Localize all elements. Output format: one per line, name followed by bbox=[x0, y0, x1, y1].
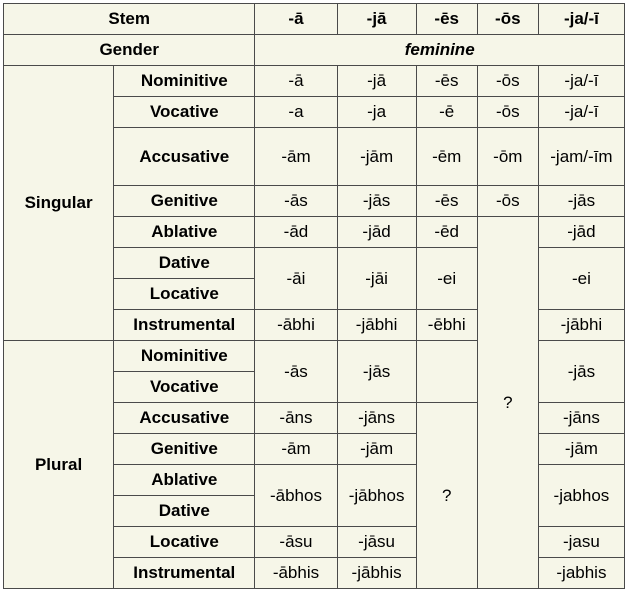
case-label: Nominitive bbox=[114, 341, 255, 372]
os-unknown-cell: ? bbox=[477, 217, 538, 589]
ending-cell: -a bbox=[255, 97, 337, 128]
case-label: Locative bbox=[114, 527, 255, 558]
ending-cell: -jās bbox=[337, 341, 416, 403]
case-label: Genitive bbox=[114, 434, 255, 465]
ending-cell: -jāns bbox=[538, 403, 624, 434]
case-label: Vocative bbox=[114, 372, 255, 403]
case-label: Nominitive bbox=[114, 66, 255, 97]
ending-cell: -jābhi bbox=[337, 310, 416, 341]
ending-cell: -āi bbox=[255, 248, 337, 310]
gender-value: feminine bbox=[255, 35, 625, 66]
ending-cell: -ei bbox=[416, 248, 477, 310]
stem-os: -ōs bbox=[477, 4, 538, 35]
ending-cell: -jasu bbox=[538, 527, 624, 558]
ending-cell: -ōm bbox=[477, 128, 538, 186]
ending-cell: -ā bbox=[255, 66, 337, 97]
ending-cell: -ē bbox=[416, 97, 477, 128]
case-label: Accusative bbox=[114, 128, 255, 186]
ending-cell: -jam/-īm bbox=[538, 128, 624, 186]
case-label: Genitive bbox=[114, 186, 255, 217]
table-row bbox=[4, 66, 625, 97]
stem-ja: -jā bbox=[337, 4, 416, 35]
ending-cell: -jās bbox=[538, 186, 624, 217]
ending-cell: -ās bbox=[255, 186, 337, 217]
ending-cell: -ām bbox=[255, 434, 337, 465]
ending-cell: -ēs bbox=[416, 66, 477, 97]
ending-cell: -ām bbox=[255, 128, 337, 186]
ending-cell: -ōs bbox=[477, 66, 538, 97]
ending-cell: -ābhi bbox=[255, 310, 337, 341]
ending-cell: -jāsu bbox=[337, 527, 416, 558]
ending-cell: -jām bbox=[337, 128, 416, 186]
singular-label: Singular bbox=[4, 66, 114, 341]
stem-ja-i: -ja/-ī bbox=[538, 4, 624, 35]
gender-label: Gender bbox=[4, 35, 255, 66]
ending-cell: -ās bbox=[255, 341, 337, 403]
stem-a: -ā bbox=[255, 4, 337, 35]
case-label: Dative bbox=[114, 496, 255, 527]
ending-cell: -ēbhi bbox=[416, 310, 477, 341]
ending-cell: -jād bbox=[337, 217, 416, 248]
ending-cell: -ābhos bbox=[255, 465, 337, 527]
ending-cell: -jāi bbox=[337, 248, 416, 310]
ending-cell: -āns bbox=[255, 403, 337, 434]
ending-cell: -jā bbox=[337, 66, 416, 97]
ending-cell: -ja/-ī bbox=[538, 97, 624, 128]
ending-cell: -jās bbox=[538, 341, 624, 403]
case-label: Ablative bbox=[114, 465, 255, 496]
ending-cell: -ja bbox=[337, 97, 416, 128]
ending-cell: -ābhis bbox=[255, 558, 337, 589]
case-label: Dative bbox=[114, 248, 255, 279]
ending-cell: -jabhos bbox=[538, 465, 624, 527]
ending-cell: -ja/-ī bbox=[538, 66, 624, 97]
stem-es: -ēs bbox=[416, 4, 477, 35]
case-label: Locative bbox=[114, 279, 255, 310]
stem-label: Stem bbox=[4, 4, 255, 35]
case-label: Ablative bbox=[114, 217, 255, 248]
ending-cell: -jabhis bbox=[538, 558, 624, 589]
ending-cell: -jās bbox=[337, 186, 416, 217]
case-label: Instrumental bbox=[114, 310, 255, 341]
gender-row bbox=[4, 35, 625, 66]
ending-cell: -jāns bbox=[337, 403, 416, 434]
ending-cell: -ei bbox=[538, 248, 624, 310]
ending-cell: -ēs bbox=[416, 186, 477, 217]
ending-cell: -jām bbox=[337, 434, 416, 465]
ending-cell: -āsu bbox=[255, 527, 337, 558]
ending-cell: -ōs bbox=[477, 186, 538, 217]
ending-cell: -jābhos bbox=[337, 465, 416, 527]
ending-cell: -ōs bbox=[477, 97, 538, 128]
case-label: Instrumental bbox=[114, 558, 255, 589]
ending-cell: -jād bbox=[538, 217, 624, 248]
case-label: Vocative bbox=[114, 97, 255, 128]
case-label: Accusative bbox=[114, 403, 255, 434]
ending-cell: -ād bbox=[255, 217, 337, 248]
es-unknown-cell: ? bbox=[416, 403, 477, 589]
ending-cell: -jām bbox=[538, 434, 624, 465]
ending-cell: -jābhi bbox=[538, 310, 624, 341]
declension-table bbox=[3, 3, 625, 589]
ending-cell: -ēd bbox=[416, 217, 477, 248]
es-blank-cell bbox=[416, 341, 477, 403]
plural-label: Plural bbox=[4, 341, 114, 589]
ending-cell: -ēm bbox=[416, 128, 477, 186]
ending-cell: -jābhis bbox=[337, 558, 416, 589]
stem-row bbox=[4, 4, 625, 35]
